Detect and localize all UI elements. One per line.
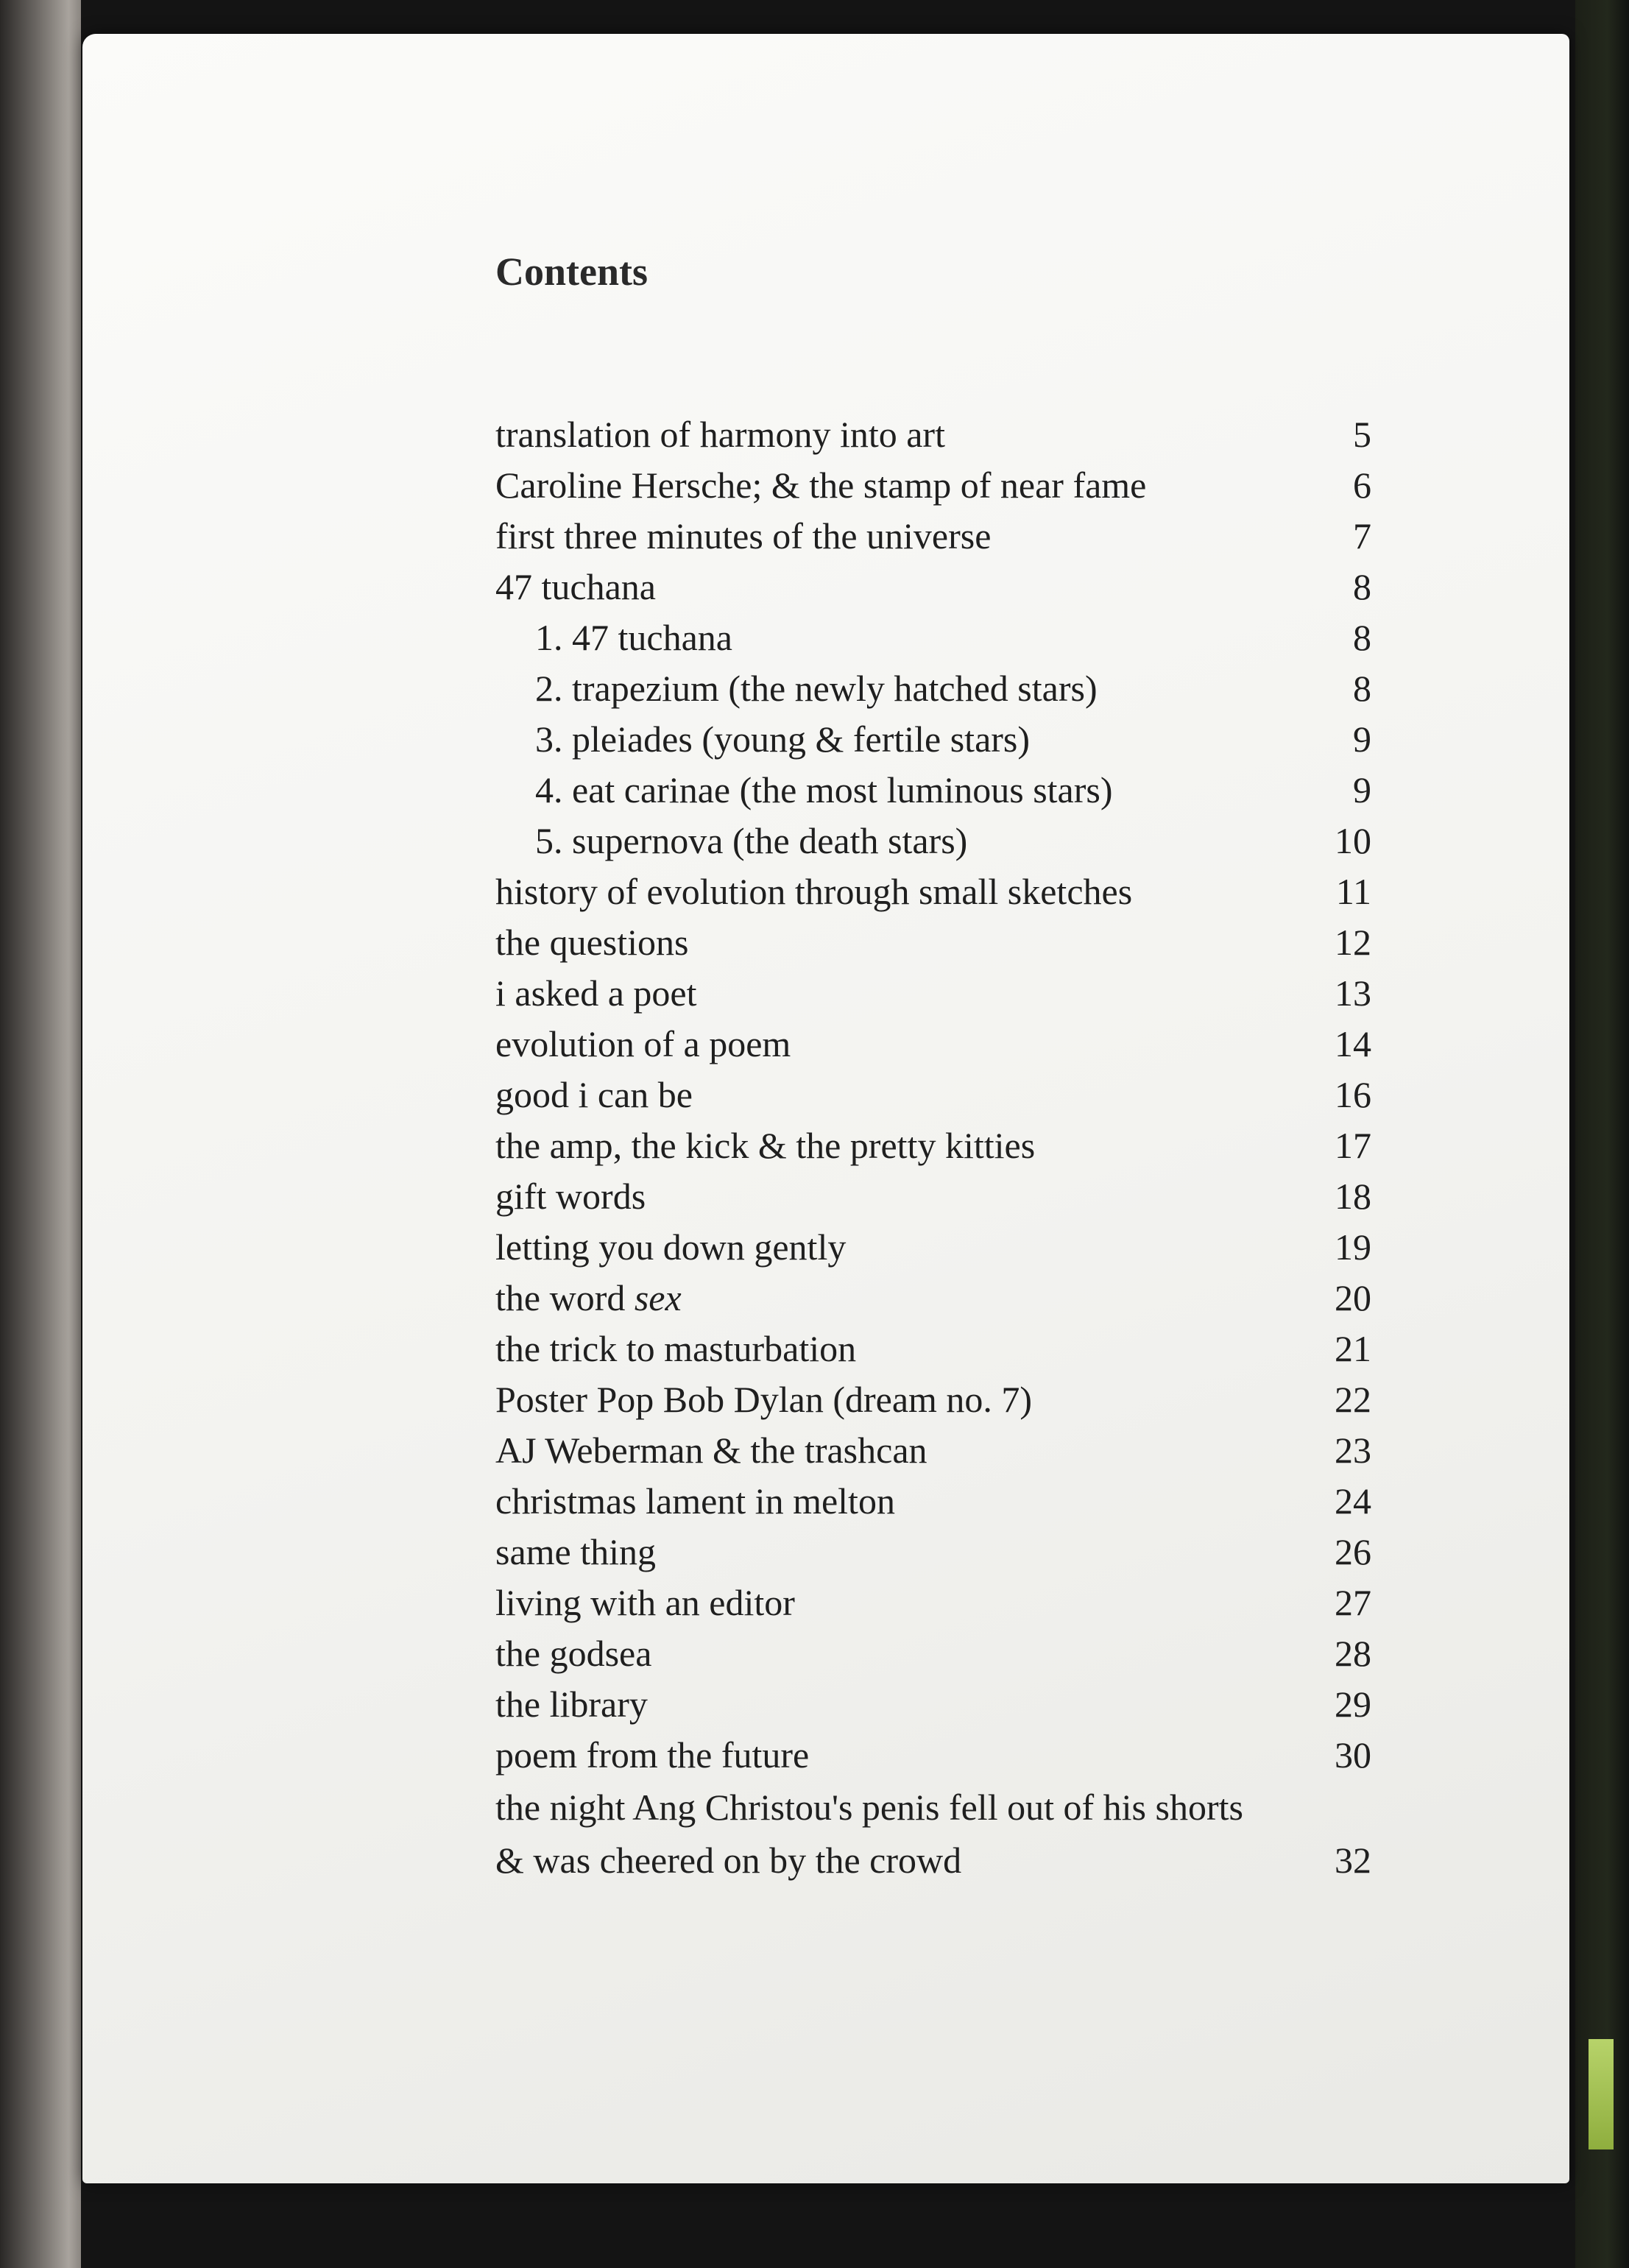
toc-entry [495,1273,1371,1324]
table-of-contents [495,409,1371,1887]
toc-entry-title: Caroline Hersche; & the stamp of near fame [495,464,1147,506]
toc-entry-page: 17 [1335,1125,1371,1166]
toc-entry-title: same thing [495,1531,657,1572]
toc-entry-title: living with an editor [495,1582,795,1623]
toc-entry-title: AJ Weberman & the trashcan [495,1430,927,1471]
toc-entry-title: the trick to masturbation [495,1328,857,1369]
toc-entry [495,1019,1371,1070]
toc-entry-page: 12 [1335,922,1371,963]
toc-entry-title: 3. pleiades (young & fertile stars) [535,718,1031,760]
toc-entry [495,1222,1371,1273]
toc-entry-multiline [495,1781,1371,1887]
toc-entry [495,1120,1371,1171]
toc-entry [495,1527,1371,1578]
toc-entry-page: 24 [1335,1480,1371,1522]
toc-entry-page: 23 [1335,1430,1371,1471]
toc-entry-title: history of evolution through small sketches [495,871,1133,912]
bookmark-tab [1589,2039,1614,2149]
toc-entry-title: Poster Pop Bob Dylan (dream no. 7) [495,1379,1033,1420]
toc-entry-page: 6 [1353,464,1371,506]
toc-entry-title [495,1273,682,1324]
toc-entry [495,1070,1371,1120]
toc-entry [495,1578,1371,1628]
toc-entry [495,1324,1371,1374]
toc-entry-title: 4. eat carinae (the most luminous stars) [535,769,1113,810]
toc-entry-title: 47 tuchana [495,566,656,607]
toc-entry-page: 18 [1335,1176,1371,1217]
toc-entry-page: 14 [1335,1023,1371,1064]
toc-entry-title-line-2: & was cheered on by the crowd [495,1840,962,1881]
toc-entry [495,917,1371,968]
toc-entry-page: 8 [1353,617,1371,658]
toc-entry [495,968,1371,1019]
toc-entry-page: 11 [1335,871,1371,912]
toc-entry-title-line-1: the night Ang Christou's penis fell out of his shorts [495,1787,1243,1828]
toc-subentry [495,612,1371,663]
toc-entry [495,1628,1371,1679]
page-title: Contents [495,250,649,294]
toc-entry-title: gift words [495,1176,646,1217]
toc-entry-page: 32 [1335,1840,1371,1881]
toc-entry-title: 2. trapezium (the newly hatched stars) [535,668,1098,709]
toc-entry-page: 13 [1335,972,1371,1014]
toc-entry-title-italic: sex [634,1277,682,1318]
toc-entry-page: 8 [1353,566,1371,607]
toc-entry-title: the godsea [495,1633,652,1674]
toc-entry [495,866,1371,917]
toc-entry-page: 21 [1335,1328,1371,1369]
toc-entry-title: translation of harmony into art [495,414,945,455]
toc-entry [495,1679,1371,1730]
toc-entry-title: letting you down gently [495,1226,847,1268]
toc-entry-page: 8 [1353,668,1371,709]
toc-entry-page: 5 [1353,414,1371,455]
book-page [82,34,1569,2183]
toc-subentry [495,663,1371,714]
toc-entry-title: poem from the future [495,1734,810,1776]
toc-entry-title: christmas lament in melton [495,1480,895,1522]
toc-entry-page: 19 [1335,1226,1371,1268]
toc-subentry [495,714,1371,765]
toc-entry-page: 30 [1335,1734,1371,1776]
toc-entry-title: i asked a poet [495,972,697,1014]
toc-entry [495,1374,1371,1425]
toc-entry-page: 22 [1335,1379,1371,1420]
toc-entry [495,409,1371,460]
toc-entry-page: 7 [1353,515,1371,557]
toc-entry [495,1476,1371,1527]
toc-entry-title: good i can be [495,1074,693,1115]
toc-entry [495,1730,1371,1781]
toc-entry-title: the library [495,1684,648,1725]
left-page-edge [0,0,81,2268]
toc-entry-page: 16 [1335,1074,1371,1115]
book-cover-edge [1575,0,1629,2268]
toc-entry [495,1171,1371,1222]
toc-entry-page: 9 [1353,718,1371,760]
toc-entry-page: 20 [1335,1277,1371,1318]
toc-entry-title: the questions [495,922,689,963]
toc-entry-title-plain: the word [495,1277,635,1318]
toc-entry-page: 29 [1335,1684,1371,1725]
toc-entry-page: 9 [1353,769,1371,810]
toc-entry-page: 26 [1335,1531,1371,1572]
toc-entry-title: evolution of a poem [495,1023,791,1064]
toc-entry-page: 27 [1335,1582,1371,1623]
toc-entry-title: 1. 47 tuchana [535,617,732,658]
toc-entry [495,1425,1371,1476]
toc-entry-page: 10 [1335,820,1371,861]
toc-entry-title: the amp, the kick & the pretty kitties [495,1125,1036,1166]
toc-entry [495,511,1371,562]
toc-entry-title: first three minutes of the universe [495,515,992,557]
toc-entry [495,562,1371,612]
toc-entry-title: 5. supernova (the death stars) [535,820,968,861]
toc-entry [495,460,1371,511]
toc-entry-page: 28 [1335,1633,1371,1674]
toc-subentry [495,765,1371,816]
toc-subentry [495,816,1371,866]
